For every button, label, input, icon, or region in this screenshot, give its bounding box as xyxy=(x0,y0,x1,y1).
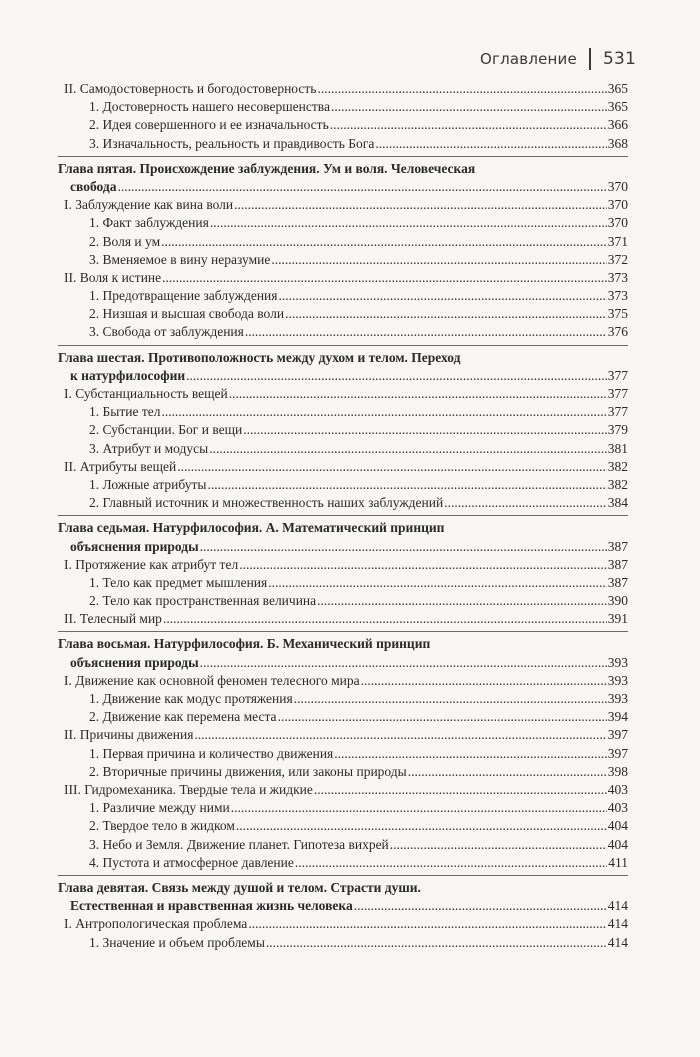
toc-subsection[interactable]: 2. Низшая и высшая свобода воли ..... 375 xyxy=(58,305,628,323)
toc-chapter-9[interactable] xyxy=(58,875,628,915)
leader-dots xyxy=(314,781,607,799)
running-head-separator xyxy=(589,48,591,70)
leader-dots xyxy=(161,233,607,251)
running-head-title: Оглавление xyxy=(480,50,577,68)
leader-dots xyxy=(375,135,606,153)
page-number: 531 xyxy=(602,49,636,69)
chapter-page: 393 xyxy=(607,654,628,670)
chapter-page: 370 xyxy=(607,178,628,194)
toc-section[interactable]: II. Атрибуты вещей ..... 382 xyxy=(58,458,628,476)
toc-section[interactable]: II. Телесный мир ..... 391 xyxy=(58,610,628,628)
chapter-title: Глава седьмая. Натурфилософия. А. Математический принцип xyxy=(58,520,445,536)
chapter-title: Глава пятая. Происхождение заблуждения. Ум и воля. Человеческая xyxy=(58,160,476,176)
leader-dots xyxy=(268,574,607,592)
leader-dots xyxy=(285,305,607,323)
toc-subsection[interactable]: 1. Первая причина и количество движения ..... 397 xyxy=(58,745,628,763)
leader-dots xyxy=(361,672,607,690)
toc-section[interactable]: II. Самодостоверность и богодостоверность ..... 365 xyxy=(58,80,628,98)
leader-dots xyxy=(444,494,607,512)
toc-subsection[interactable]: 1. Ложные атрибуты ..... 382 xyxy=(58,476,628,494)
leader-dots xyxy=(162,269,607,287)
toc-chapter-8[interactable] xyxy=(58,631,628,671)
toc-subsection[interactable]: 1. Тело как предмет мышления ..... 387 xyxy=(58,574,628,592)
toc-section[interactable]: I. Антропологическая проблема ..... 414 xyxy=(58,915,628,933)
leader-dots xyxy=(186,367,607,385)
toc-subsection[interactable]: 1. Различие между ними ..... 403 xyxy=(58,799,628,817)
toc-subsection[interactable]: 1. Движение как модус протяжения ..... 393 xyxy=(58,690,628,708)
toc-section[interactable]: III. Гидромеханика. Твердые тела и жидкие ..... 403 xyxy=(58,781,628,799)
leader-dots xyxy=(231,799,607,817)
toc-subsection[interactable]: 2. Движение как перемена места ..... 394 xyxy=(58,708,628,726)
leader-dots xyxy=(330,116,607,134)
leader-dots xyxy=(177,458,607,476)
toc-subsection[interactable]: 1. Достоверность нашего несовершенства ..... 365 xyxy=(58,98,628,116)
toc-subsection[interactable]: 2. Твердое тело в жидком ..... 404 xyxy=(58,817,628,835)
toc-subsection[interactable]: 3. Небо и Земля. Движение планет. Гипотеза вихрей ..... 404 xyxy=(58,836,628,854)
leader-dots xyxy=(200,654,607,672)
toc-subsection[interactable]: 2. Идея совершенного и ее изначальность ..... 366 xyxy=(58,116,628,134)
leader-dots xyxy=(279,287,607,305)
toc-subsection[interactable]: 3. Изначальность, реальность и правдивость Бога ..... 368 xyxy=(58,135,628,153)
leader-dots xyxy=(194,726,606,744)
leader-dots xyxy=(334,745,606,763)
leader-dots xyxy=(408,763,607,781)
leader-dots xyxy=(209,440,607,458)
chapter-title-cont: свобода xyxy=(70,178,117,194)
toc-section[interactable]: II. Причины движения ..... 397 xyxy=(58,726,628,744)
toc-subsection[interactable]: 1. Значение и объем проблемы ..... 414 xyxy=(58,934,628,952)
toc-subsection[interactable]: 4. Пустота и атмосферное давление ..... 411 xyxy=(58,854,628,872)
toc-subsection[interactable]: 3. Свобода от заблуждения ..... 376 xyxy=(58,323,628,341)
toc-subsection[interactable]: 2. Субстанции. Бог и вещи ..... 379 xyxy=(58,421,628,439)
leader-dots xyxy=(294,690,607,708)
running-head xyxy=(480,48,636,70)
toc-subsection[interactable]: 2. Вторичные причины движения, или законы природы ..... 398 xyxy=(58,763,628,781)
leader-dots xyxy=(117,178,606,196)
toc-subsection[interactable]: 1. Факт заблуждения ..... 370 xyxy=(58,214,628,232)
chapter-title: Глава шестая. Противоположность между духом и телом. Переход xyxy=(58,349,461,365)
leader-dots xyxy=(354,897,607,915)
toc-chapter-5[interactable] xyxy=(58,156,628,196)
toc-section[interactable]: I. Протяжение как атрибут тел ..... 387 xyxy=(58,556,628,574)
leader-dots xyxy=(278,708,607,726)
leader-dots xyxy=(161,403,606,421)
leader-dots xyxy=(207,476,606,494)
chapter-title-cont: объяснения природы xyxy=(70,538,199,554)
leader-dots xyxy=(163,610,607,628)
leader-dots xyxy=(245,323,607,341)
toc-subsection[interactable]: 3. Атрибут и модусы ..... 381 xyxy=(58,440,628,458)
chapter-title-cont: к натурфилософии xyxy=(70,367,186,383)
toc-subsection[interactable]: 1. Предотвращение заблуждения ..... 373 xyxy=(58,287,628,305)
leader-dots xyxy=(317,80,606,98)
toc-subsection[interactable]: 2. Главный источник и множественность наших заблуждений ..... 384 xyxy=(58,494,628,512)
chapter-page: 387 xyxy=(607,538,628,554)
leader-dots xyxy=(390,836,607,854)
leader-dots xyxy=(236,817,607,835)
leader-dots xyxy=(243,421,607,439)
toc-chapter-7[interactable] xyxy=(58,515,628,555)
leader-dots xyxy=(210,214,607,232)
leader-dots xyxy=(331,98,607,116)
toc-section[interactable]: I. Субстанциальность вещей ..... 377 xyxy=(58,385,628,403)
chapter-page: 414 xyxy=(607,898,628,914)
chapter-title-cont: объяснения природы xyxy=(70,654,199,670)
toc-subsection[interactable]: 1. Бытие тел ..... 377 xyxy=(58,403,628,421)
leader-dots xyxy=(317,592,607,610)
leader-dots xyxy=(229,385,607,403)
leader-dots xyxy=(248,915,606,933)
chapter-title-cont: Естественная и нравственная жизнь человека xyxy=(70,898,353,914)
toc-section[interactable]: I. Движение как основной феномен телесного мира ..... 393 xyxy=(58,672,628,690)
chapter-title: Глава восьмая. Натурфилософия. Б. Механический принцип xyxy=(58,636,431,652)
toc-section[interactable]: II. Воля к истине ..... 373 xyxy=(58,269,628,287)
toc-subsection[interactable]: 2. Тело как пространственная величина ..... 390 xyxy=(58,592,628,610)
chapter-title: Глава девятая. Связь между душой и телом. Страсти души. xyxy=(58,879,421,895)
leader-dots xyxy=(295,854,607,872)
leader-dots xyxy=(266,934,607,952)
table-of-contents xyxy=(58,80,628,952)
leader-dots xyxy=(239,556,607,574)
toc-subsection[interactable]: 3. Вменяемое в вину неразумие ..... 372 xyxy=(58,251,628,269)
leader-dots xyxy=(200,538,607,556)
toc-subsection[interactable]: 2. Воля и ум ..... 371 xyxy=(58,233,628,251)
leader-dots xyxy=(234,196,607,214)
toc-chapter-6[interactable] xyxy=(58,345,628,385)
toc-section[interactable]: I. Заблуждение как вина воли ..... 370 xyxy=(58,196,628,214)
leader-dots xyxy=(271,251,606,269)
chapter-page: 377 xyxy=(607,367,628,383)
